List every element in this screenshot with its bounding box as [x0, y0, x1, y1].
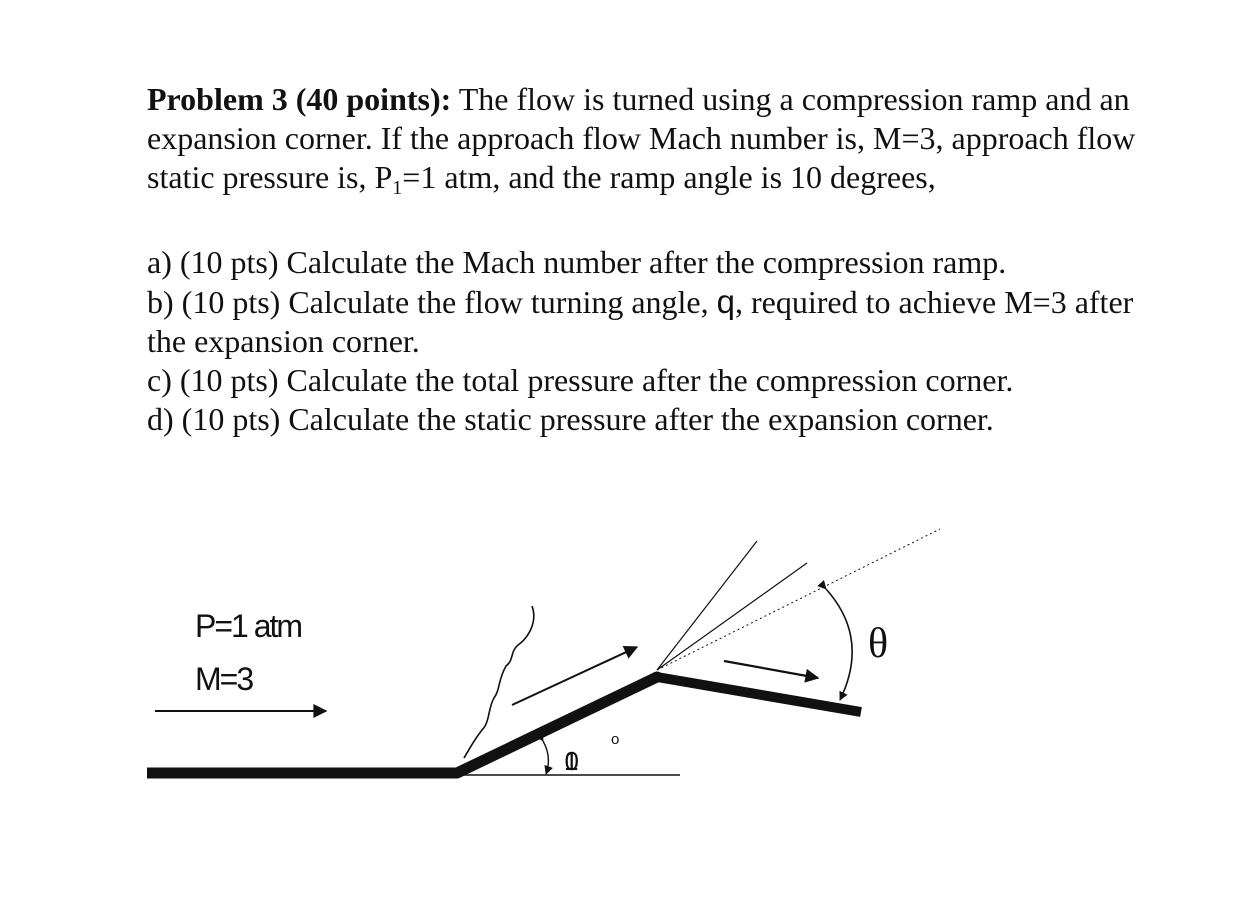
- pressure-label: P=1 atm: [195, 608, 302, 644]
- expansion-fan-ray-2: [657, 563, 807, 670]
- mach-label: M=3: [195, 661, 253, 697]
- problem-heading: Problem 3 (40 points):: [147, 81, 452, 117]
- part-a: a) (10 pts) Calculate the Mach number after the compression ramp.: [147, 244, 1007, 280]
- theta-symbol-q: q: [716, 283, 735, 320]
- part-b-text-1: b) (10 pts) Calculate the flow turning angle,: [147, 284, 717, 320]
- ramp-angle-arc: [543, 741, 548, 774]
- theta-label: θ: [868, 621, 889, 667]
- expansion-surface: [657, 677, 861, 712]
- ramp-angle-label: 10: [564, 746, 565, 776]
- part-d: d) (10 pts) Calculate the static pressure after the expansion corner.: [147, 401, 994, 437]
- compression-ramp: [457, 677, 657, 773]
- theta-angle-arc: [826, 589, 852, 700]
- intro-text-2: =1 atm, and the ramp angle is 10 degrees,: [402, 159, 936, 195]
- ramp-extension-dotted: [657, 529, 940, 670]
- degree-symbol: o: [611, 731, 620, 748]
- part-b-text-2: , required to achieve M=3 after the expansion corner.: [147, 284, 1134, 359]
- intro-text-1: The flow is turned using a compression ramp and an expansion corner. If the approach flow Mach number is, M=3, approach flow static pressure is, P: [147, 81, 1136, 195]
- expansion-flow-arrow: [724, 661, 818, 678]
- expansion-fan-ray-1: [657, 541, 757, 670]
- part-c: c) (10 pts) Calculate the total pressure after the compression corner.: [147, 362, 1014, 398]
- intro-subscript: 1: [392, 177, 403, 199]
